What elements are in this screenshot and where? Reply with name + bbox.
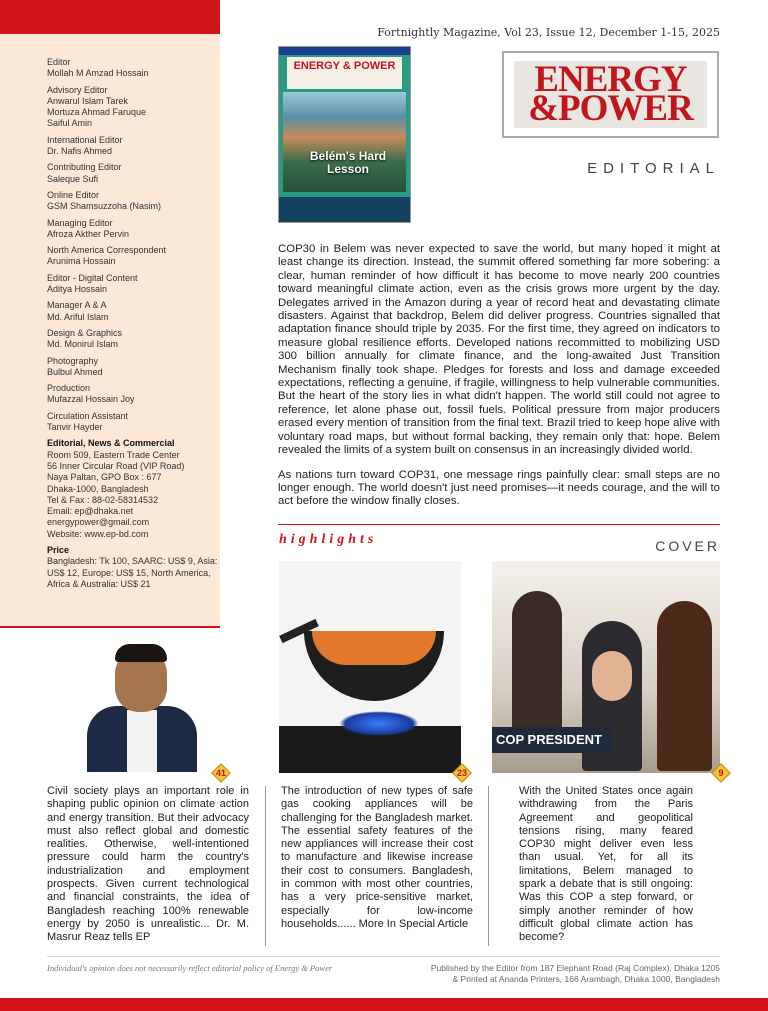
- price-block: [47, 545, 219, 590]
- staff-role: Production: [47, 383, 91, 394]
- page-number: 9: [718, 768, 724, 778]
- staff-role: Managing Editor: [47, 217, 113, 228]
- staff-group: [47, 383, 219, 406]
- staff-group: [47, 218, 219, 241]
- highlight-text: With the United States once again withdrawing from the Paris Agreement and geopolitical tensions rising, many feared COP30 might deliver even less than usual. Yet, for all its limitations, Belem managed to spark a debate that is still ongoing: Was this COP a step forward, or simply another reminder of how difficult global climate action has become?: [519, 785, 693, 944]
- cop-person: [512, 591, 562, 741]
- logo-panel: [514, 61, 707, 128]
- staff-role: Design & Graphics: [47, 327, 123, 338]
- staff-role: Circulation Assistant: [47, 410, 129, 421]
- staff-group: [47, 57, 219, 80]
- staff-group: [47, 135, 219, 158]
- staff-name: Mufazzal Hossain Joy: [47, 394, 135, 405]
- cop-sign: COP PRESIDENT: [492, 727, 612, 753]
- staff-group: [47, 85, 219, 130]
- logo-text: [514, 59, 707, 129]
- cop-photo: [492, 561, 720, 773]
- staff-name: Saiful Amin: [47, 118, 93, 129]
- wok-food: [312, 631, 436, 665]
- page-number: 41: [215, 768, 226, 778]
- staff-group: [47, 162, 219, 185]
- office-line: Website: www.ep-bd.com: [47, 528, 149, 539]
- staff-name: Aditya Hossain: [47, 284, 108, 295]
- top-red-bar: [0, 0, 220, 34]
- staff-role: Editor: [47, 57, 71, 67]
- cover-top-strip: [279, 47, 410, 55]
- cop-person-face: [592, 651, 632, 701]
- staff-group: [47, 300, 219, 323]
- editorial-body: [278, 243, 720, 520]
- bottom-red-bar: [0, 998, 768, 1011]
- photo-figure-hair: [115, 644, 167, 662]
- office-line: Email: ep@dhaka.net: [47, 506, 134, 517]
- staff-name: Mortuza Ahmad Faruque: [47, 107, 147, 118]
- office-line: Tel & Fax : 88-02-58314532: [47, 494, 159, 505]
- highlights-heading: highlights: [279, 532, 378, 547]
- footer-disclaimer: Individual's opinion does not necessarily reflect editorial policy of Energy & Power: [47, 963, 333, 973]
- staff-name: Tanvir Hayder: [47, 422, 103, 433]
- editorial-label: EDITORIAL: [587, 160, 720, 177]
- cover-photo: [283, 92, 406, 192]
- interview-photo: [47, 640, 217, 772]
- staff-name: Anwarul Islam Tarek: [47, 95, 128, 106]
- staff-group: [47, 411, 219, 434]
- staff-group: [47, 245, 219, 268]
- price-heading: Price: [47, 544, 70, 555]
- logo-line1: ENERGY: [534, 59, 687, 100]
- staff-role: International Editor: [47, 134, 123, 145]
- office-line: 56 Inner Circular Road (VIP Road): [47, 460, 185, 471]
- staff-name: GSM Shamsuzzoha (Nasim): [47, 201, 162, 212]
- photo-figure-shirt: [127, 710, 157, 772]
- cover-brand: ENERGY & POWER: [287, 57, 402, 89]
- staff-group: [47, 356, 219, 379]
- staff-role: Online Editor: [47, 189, 100, 200]
- staff-group: [47, 328, 219, 351]
- staff-name: Md. Ariful Islam: [47, 311, 109, 322]
- logo-line2: &POWER: [528, 88, 693, 129]
- staff-role: North America Correspondent: [47, 245, 167, 256]
- publisher-line: & Printed at Ananda Printers, 166 Arambagh, Dhaka 1000, Bangladesh: [452, 974, 720, 984]
- gas-flame: [339, 711, 419, 736]
- staff-name: Mollah M Amzad Hossain: [47, 68, 149, 79]
- staff-list: [47, 57, 219, 595]
- office-heading: Editorial, News & Commercial: [47, 438, 175, 449]
- energy-power-logo: [502, 51, 719, 138]
- staff-name: Bulbul Ahmed: [47, 366, 103, 377]
- issue-line: Fortnightly Magazine, Vol 23, Issue 12, December 1-15, 2025: [377, 26, 720, 39]
- staff-role: Photography: [47, 355, 99, 366]
- cover-footer-strip: [279, 197, 410, 222]
- staff-group: [47, 273, 219, 296]
- cover-headline: Belém's Hard Lesson: [309, 149, 387, 176]
- column-divider: [265, 786, 266, 946]
- staff-group: [47, 190, 219, 213]
- editorial-paragraph: COP30 in Belem was never expected to save the world, but many hoped it might at least change its direction. Instead, the summit offered something far more sobering: a clear, human reminder of how difficult it has become to move nearly 200 countries toward meaningful climate action, even as the crisis grows more urgent by the day. Delegates arrived in the Amazon during a year of record heat and devastating climate disasters. Against that backdrop, Belem did deliver progress. Countries signalled that adaptation finance should triple by 2035. For the first time, they agreed on indicators to measure global resilience efforts. Developed nations recommitted to mobilizing USD 300 billion annually for climate finance, and the long-awaited Just Transition Mechanism finally took shape. Pledges for forests and loss and damage exceeded expectations, reflecting a genuine, if fragile, willingness to help vulnerable communities. But the heart of the story lies in what didn't happen. The world still could not agree to reference, let alone phase out, fossil fuels. Political pressure from major producers erased every mention of transition from the final text. Brazil tried to keep hope alive with voluntary road maps, but without formal backing, they remain only that: hope. Belem revealed the limits of a system built on consensus in an increasingly divided world.: [278, 243, 720, 457]
- highlight-text: The introduction of new types of safe gas cooking appliances will be challenging for the Bangladesh market. The essential safety features of the new appliances will increase their cost to manufacture and likewise increase their cost to consumers. Bangladesh, in common with most other countries, has a very price-sensitive market, especially for low-income households...... More In Special Article: [281, 785, 473, 930]
- staff-role: Editor - Digital Content: [47, 272, 138, 283]
- staff-name: Saleque Sufi: [47, 173, 99, 184]
- staff-name: Arunima Hossain: [47, 256, 116, 267]
- cop-person: [657, 601, 712, 771]
- section-rule: [278, 524, 720, 525]
- staff-name: Dr. Nafis Ahmed: [47, 146, 113, 157]
- office-line: Naya Paltan, GPO Box : 677: [47, 472, 162, 483]
- footer-rule: [47, 956, 720, 957]
- cover-thumbnail: [278, 46, 411, 223]
- publisher-line: Published by the Editor from 187 Elephant Road (Raj Complex), Dhaka 1205: [430, 963, 720, 973]
- cover-label: COVER: [655, 538, 720, 554]
- staff-name: Afroza Akther Pervin: [47, 228, 130, 239]
- office-address: [47, 438, 219, 540]
- column-divider: [488, 786, 489, 946]
- staff-role: Advisory Editor: [47, 84, 108, 95]
- page-number: 23: [456, 768, 467, 778]
- editorial-paragraph: As nations turn toward COP31, one message rings painfully clear: small steps are no longer enough. The world doesn't just need promises—it needs courage, and the will to act before the window finally closes.: [278, 468, 720, 508]
- office-line: Dhaka-1000, Bangladesh: [47, 483, 149, 494]
- footer-publisher: [420, 963, 720, 985]
- staff-name: Md. Monirul Islam: [47, 339, 119, 350]
- highlight-text: Civil society plays an important role in shaping public opinion on climate action and energy transition. But their advocacy must also reflect global and domestic realities. Otherwise, well-intentioned pressure could harm the country's industrialization and employment prospects. Given current technological and financial constraints, the idea of Bangladesh reaching 100% renewable energy by 2050 is unrealistic... Dr. M. Masrur Reaz tells EP: [47, 785, 249, 944]
- sidebar-divider: [0, 626, 220, 628]
- price-text: Bangladesh: Tk 100, SAARC: US$ 9, Asia: US$ 12, Europe: US$ 15, North America, Africa & Australia: US$ 21: [47, 556, 218, 589]
- cooking-photo: [279, 561, 461, 773]
- staff-role: Manager A & A: [47, 300, 107, 311]
- office-line: energypower@gmail.com: [47, 517, 150, 528]
- staff-role: Contributing Editor: [47, 162, 122, 173]
- office-line: Room 509, Eastern Trade Center: [47, 449, 180, 460]
